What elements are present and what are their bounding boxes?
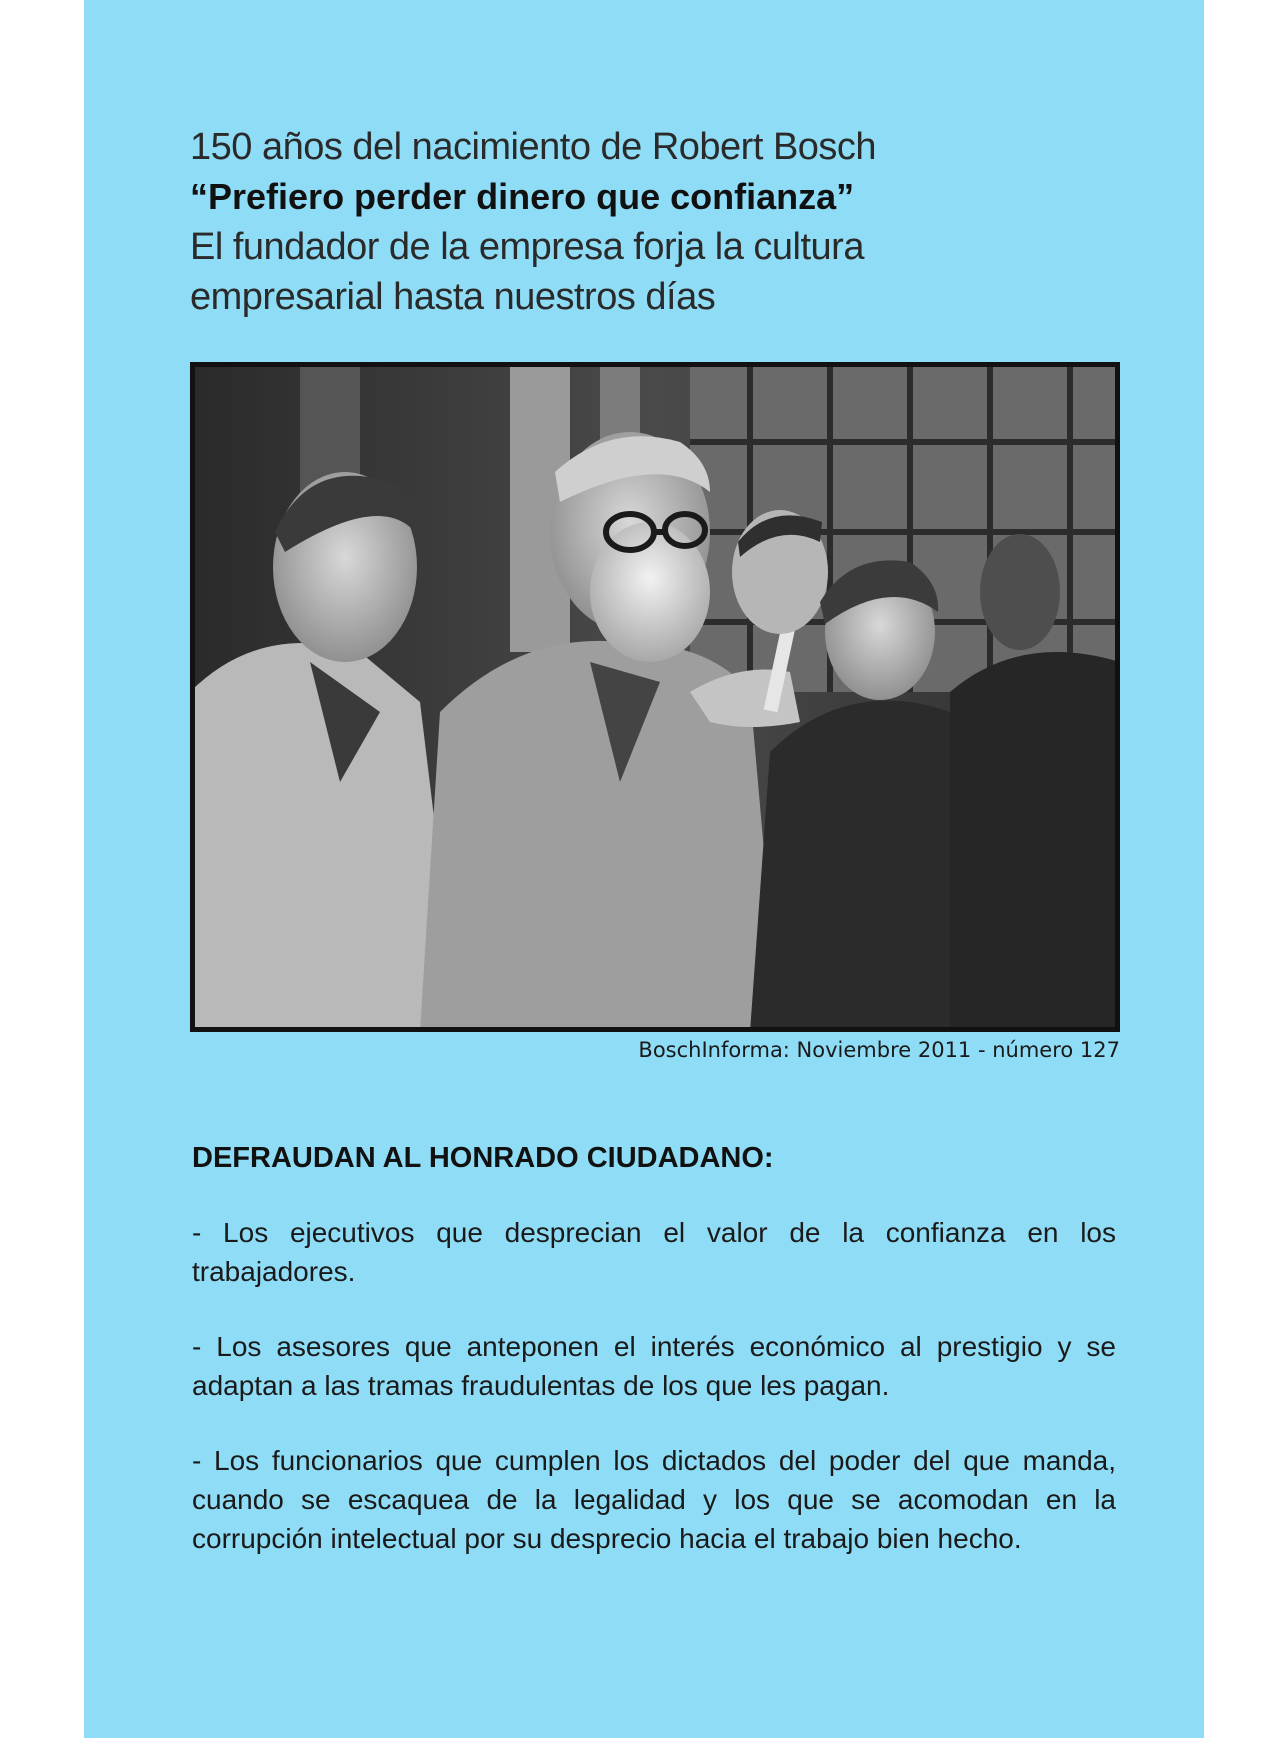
quote-title: “Prefiero perder dinero que confianza” (190, 176, 855, 217)
list-item: - Los asesores que anteponen el interés económico al prestigio y se adaptan a las tramas fraudulentas de los que les pagan. (192, 1331, 1116, 1401)
headline-block (190, 122, 1150, 322)
kicker-text: 150 años del nacimiento de Robert Bosch (190, 126, 877, 168)
historic-photo (190, 362, 1120, 1032)
item-list (192, 1213, 1116, 1594)
photo-illustration (190, 362, 1120, 1032)
list-item: - Los funcionarios que cumplen los dictados del poder del que manda, cuando se escaquea de la legalidad y los que se acomodan en la corrupción intelectual por su desprecio hacia el trabajo bien hecho. (192, 1445, 1116, 1554)
photo-caption: BoschInforma: Noviembre 2011 - número 127 (638, 1038, 1120, 1062)
page (84, 0, 1204, 1738)
subtitle-line-1: El fundador de la empresa forja la cultura (190, 226, 864, 268)
subtitle-line-2: empresarial hasta nuestros días (190, 276, 716, 318)
list-item: - Los ejecutivos que desprecian el valor de la confianza en los trabajadores. (192, 1217, 1116, 1287)
section-title: DEFRAUDAN AL HONRADO CIUDADANO: (192, 1142, 774, 1174)
